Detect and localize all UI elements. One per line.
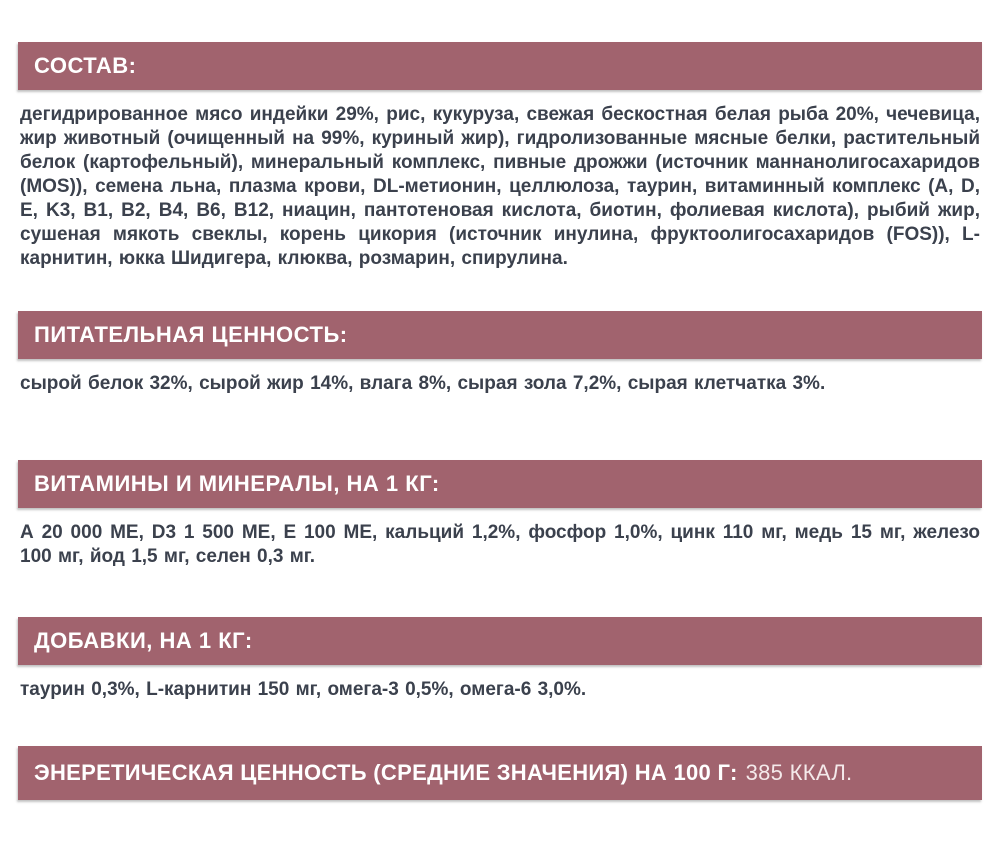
section-additives xyxy=(18,617,982,702)
energy-value-label: ЭНЕРЕТИЧЕСКАЯ ЦЕННОСТЬ (СРЕДНИЕ ЗНАЧЕНИЯ) НА 100 Г: xyxy=(34,760,738,785)
energy-value-bar xyxy=(18,746,982,800)
composition-header-bar xyxy=(18,42,982,90)
composition-body-text: дегидрированное мясо индейки 29%, рис, кукуруза, свежая бескостная белая рыба 20%, чечевица, жир животный (очищенный на 99%, куриный жир), гидролизованные мясные белки, растительный белок (картофельный), минеральный комплекс, пивные дрожжи (источник маннанолигосахаридов (MOS)), семена льна, плазма крови, DL-метионин, целлюлоза, таурин, витаминный комплекс (A, D, E, K3, B1, B2, B4, B6, B12, ниацин, пантотеновая кислота, биотин, фолиевая кислота), рыбий жир, сушеная мякоть свеклы, корень цикория (источник инулина, фруктоолигосахаридов (FOS)), L-карнитин, юкка Шидигера, клюква, розмарин, спирулина. xyxy=(20,104,980,269)
additives-header-title: ДОБАВКИ, НА 1 КГ: xyxy=(34,628,253,653)
section-vitamins-minerals xyxy=(18,460,982,569)
nutritional-value-body-text: сырой белок 32%, сырой жир 14%, влага 8%, сырая зола 7,2%, сырая клетчатка 3%. xyxy=(20,373,826,394)
vitamins-minerals-body-text: А 20 000 МЕ, D3 1 500 МЕ, Е 100 МЕ, кальций 1,2%, фосфор 1,0%, цинк 110 мг, медь 15 мг, железо 100 мг, йод 1,5 мг, селен 0,3 мг. xyxy=(20,522,980,567)
additives-body-text: таурин 0,3%, L-карнитин 150 мг, омега-3 0,5%, омега-6 3,0%. xyxy=(20,679,587,700)
vitamins-minerals-header-bar xyxy=(18,460,982,508)
nutritional-value-header-bar xyxy=(18,311,982,359)
section-nutritional-value xyxy=(18,311,982,396)
additives-header-bar xyxy=(18,617,982,665)
section-composition xyxy=(18,42,982,271)
energy-value-amount: 385 ККАЛ. xyxy=(745,760,853,785)
vitamins-minerals-header-title: ВИТАМИНЫ И МИНЕРАЛЫ, НА 1 КГ: xyxy=(34,471,440,496)
nutritional-value-header-title: ПИТАТЕЛЬНАЯ ЦЕННОСТЬ: xyxy=(34,322,348,347)
composition-header-title: СОСТАВ: xyxy=(34,53,137,78)
